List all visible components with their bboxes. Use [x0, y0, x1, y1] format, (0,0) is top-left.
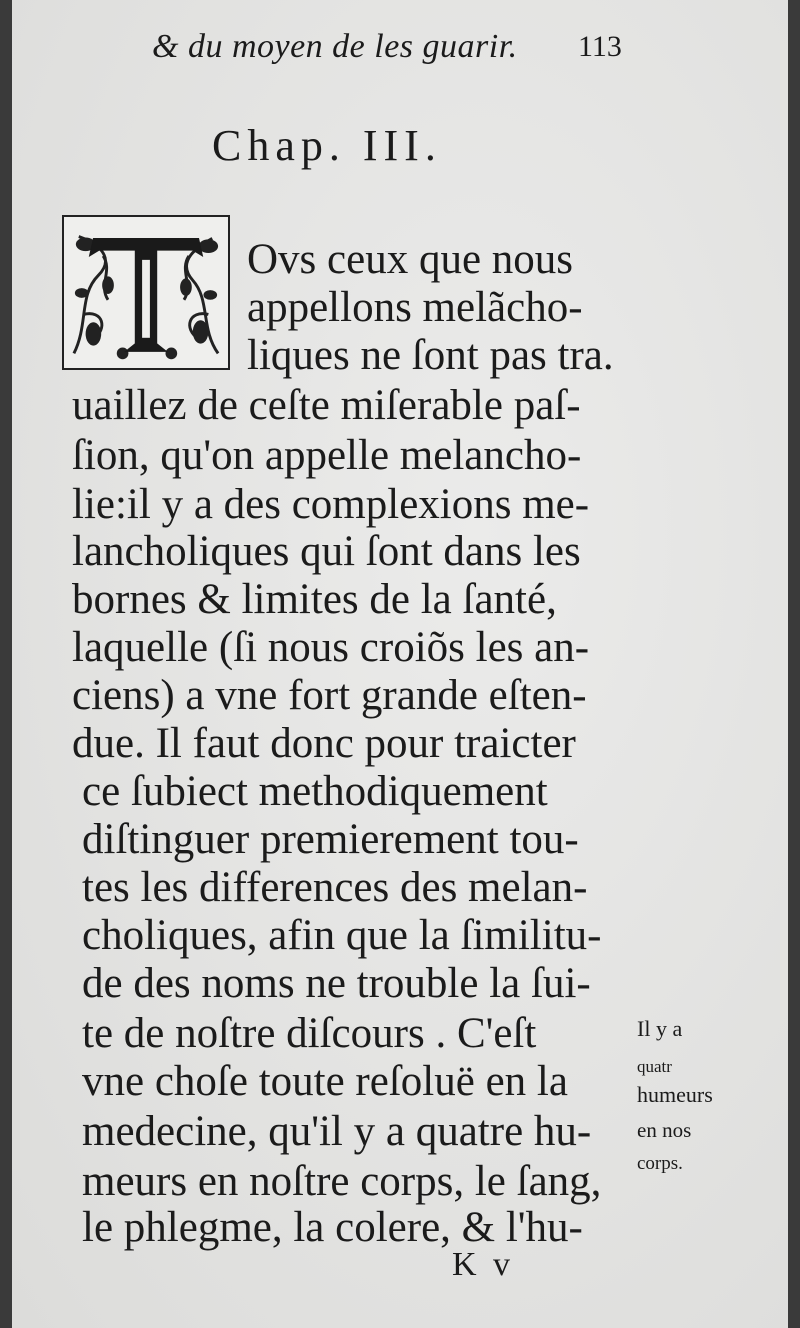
text-line: due. Il faut donc pour traicter [72, 720, 576, 767]
text-line: liques ne ſont pas tra. [247, 332, 614, 379]
text-line: de des noms ne trouble la ſui- [82, 960, 591, 1007]
text-line: tes les differences des melan- [82, 864, 588, 911]
text-line: ſion, qu'on appelle melancho- [72, 432, 582, 479]
margin-note-line: corps. [637, 1153, 683, 1174]
text-line: lancholiques qui ſont dans les [72, 528, 581, 575]
text-line: meurs en noſtre corps, le ſang, [82, 1158, 602, 1205]
margin-note-line: humeurs [637, 1082, 713, 1107]
floral-initial-t-icon [64, 217, 228, 368]
text-line: ce ſubiect methodiquement [82, 768, 548, 815]
text-line: appellons melãcho- [247, 284, 583, 331]
text-line: medecine, qu'il y a quatre hu- [82, 1108, 592, 1155]
page-number: 113 [578, 30, 622, 63]
signature-mark: K v [452, 1246, 515, 1283]
margin-note-line: quatr [637, 1057, 672, 1076]
text-line: vne choſe toute reſoluë en la [82, 1058, 568, 1105]
running-head: & du moyen de les guarir. [152, 28, 518, 65]
margin-note-line: en nos [637, 1118, 692, 1142]
text-line: laquelle (ſi nous croiõs les an- [72, 624, 590, 671]
text-line: choliques, afin que la ſimilitu- [82, 912, 602, 959]
chapter-heading: Chap. III. [212, 121, 442, 170]
margin-note-line: Il y a [637, 1016, 683, 1041]
text-line: te de noſtre diſcours . C'eſt [82, 1010, 537, 1057]
text-line: Ovs ceux que nous [247, 236, 574, 283]
text-line: uaillez de ceſte miſerable paſ- [72, 382, 581, 429]
text-line: lie:il y a des complexions me- [72, 481, 590, 528]
text-line: ciens) a vne fort grande eſten- [72, 672, 587, 719]
text-line: le phlegme, la colere, & l'hu- [82, 1204, 583, 1251]
text-line: bornes & limites de la ſanté, [72, 576, 557, 623]
ornamental-drop-cap [62, 215, 230, 370]
book-page [12, 0, 788, 1328]
text-line: diſtinguer premierement tou- [82, 816, 579, 863]
